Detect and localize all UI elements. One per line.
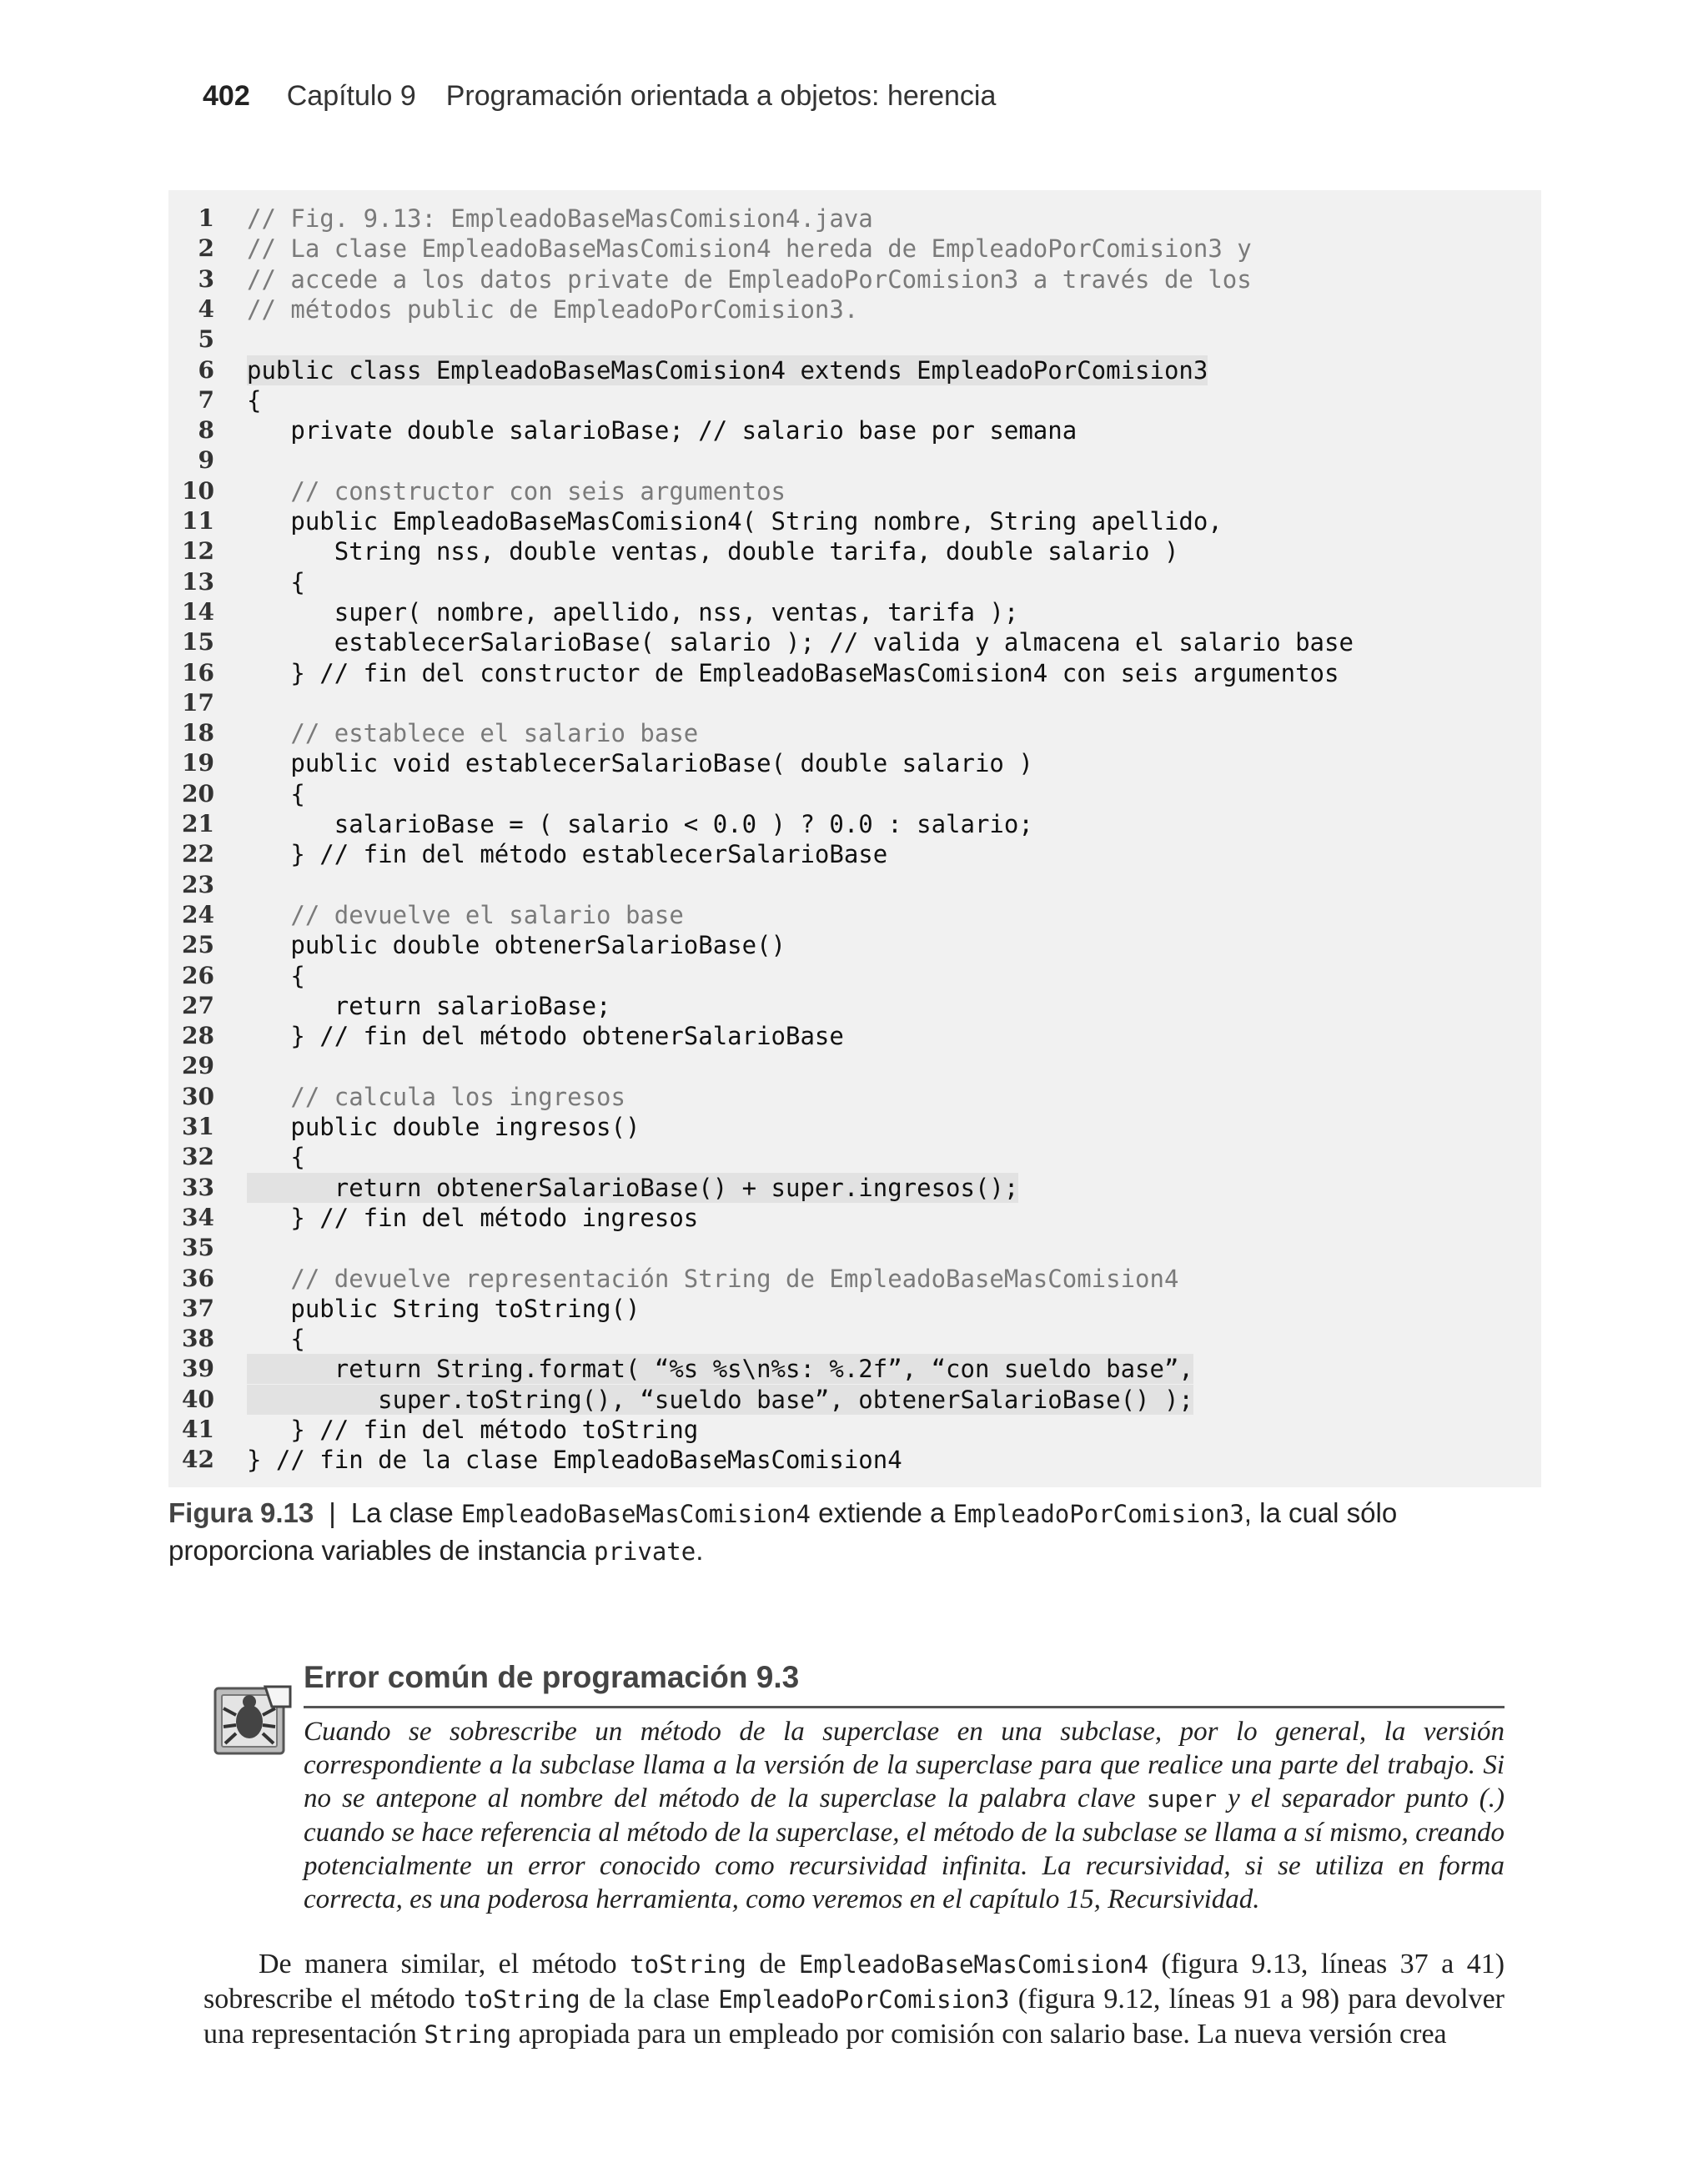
code-text: establecerSalarioBase( salario ); // valida y almacena el salario base — [247, 628, 1354, 657]
code-text: public double obtenerSalarioBase() — [247, 931, 786, 960]
code-text: public class EmpleadoBaseMasComision4 extends EmpleadoPorComision3 — [247, 355, 1208, 385]
code-text: private double salarioBase; // salario base por semana — [247, 416, 1078, 445]
line-number: 29 — [182, 1052, 214, 1080]
paragraph-code: toString — [630, 1950, 746, 1979]
line-number: 23 — [182, 870, 214, 898]
caption-text: . — [696, 1535, 704, 1566]
paragraph-text: de — [759, 1949, 786, 1979]
paragraph-text: apropiada para un empleado por comisión con salario base. La nueva versión crea — [518, 2019, 1447, 2050]
line-number: 10 — [182, 476, 214, 505]
line-number: 6 — [198, 355, 214, 384]
chapter-title: Programación orientada a objetos: herencia — [445, 80, 997, 112]
code-text: // devuelve representación String de EmpleadoBaseMasComision4 — [247, 1264, 1179, 1293]
line-number: 5 — [198, 325, 214, 354]
line-number: 27 — [182, 991, 214, 1019]
line-number: 35 — [182, 1234, 214, 1262]
line-number: 17 — [182, 688, 214, 717]
code-text: // accede a los datos private de EmpleadoPorComision3 a través de los — [247, 264, 1252, 294]
line-number: 19 — [182, 749, 214, 777]
code-text: { — [247, 1143, 305, 1172]
caption-code: private — [593, 1537, 696, 1566]
caption-separator: | — [329, 1497, 336, 1528]
code-text: { — [247, 567, 305, 596]
page-number: 402 — [203, 80, 250, 112]
code-text: // calcula los ingresos — [247, 1082, 625, 1111]
line-number: 41 — [182, 1416, 214, 1443]
error-box-rule — [304, 1706, 1505, 1708]
paragraph-text: (figura 9.12, líneas 91 a 98) para devolver una representación — [203, 1984, 1505, 2050]
code-text: // Fig. 9.13: EmpleadoBaseMasComision4.java — [247, 204, 873, 233]
code-text: // establece el salario base — [247, 719, 699, 748]
paragraph-text: de la clase — [588, 1984, 711, 2015]
caption-code: EmpleadoPorComision3 — [952, 1500, 1244, 1528]
caption-text: extiende a — [818, 1497, 946, 1528]
code-text: return String.format( “%s %s\n%s: %.2f”, “con sueldo base”, — [247, 1355, 1193, 1384]
bug-icon — [214, 1683, 294, 1757]
paragraph-code: toString — [464, 1985, 580, 2014]
code-text: } // fin del constructor de EmpleadoBaseMasComision4 con seis argumentos — [247, 658, 1339, 687]
figure-label: Figura 9.13 — [168, 1497, 314, 1528]
paragraph-text: De manera similar, el método — [259, 1949, 617, 1979]
error-text: y el separador punto (.) cuando se hace referencia al método de la superclase, el método de la subclase se llama a sí mismo, creando potencialmente un error conocido como recursividad infinita. La recursividad, si se utiliza en forma correcta, es una poderosa herramienta, como veremos en el capítulo 15, Recursividad. — [304, 1783, 1505, 1914]
code-text: // La clase EmpleadoBaseMasComision4 hereda de EmpleadoPorComision3 y — [247, 234, 1252, 264]
code-text: { — [247, 1325, 305, 1354]
code-text: } // fin de la clase EmpleadoBaseMasComision4 — [247, 1446, 902, 1475]
code-text: super.toString(), “sueldo base”, obtenerSalarioBase() ); — [247, 1385, 1193, 1414]
line-number: 30 — [182, 1082, 214, 1110]
line-number: 39 — [182, 1355, 214, 1383]
line-number: 36 — [182, 1264, 214, 1292]
line-number: 4 — [198, 294, 214, 323]
code-text: { — [247, 779, 305, 808]
line-number: 37 — [182, 1294, 214, 1322]
line-number: 33 — [182, 1173, 214, 1201]
code-listing — [168, 190, 1541, 1487]
line-number: 28 — [182, 1022, 214, 1050]
code-text: return obtenerSalarioBase() + super.ingresos(); — [247, 1173, 1019, 1202]
figure-caption — [168, 1495, 1520, 1570]
code-text: String nss, double ventas, double tarifa, double salario ) — [247, 537, 1179, 566]
caption-code: EmpleadoBaseMasComision4 — [460, 1500, 811, 1528]
line-number: 22 — [182, 840, 214, 868]
line-number: 15 — [182, 628, 214, 656]
line-number: 20 — [182, 779, 214, 807]
line-number: 2 — [198, 234, 214, 263]
code-text: } // fin del método toString — [247, 1416, 699, 1444]
line-number: 34 — [182, 1203, 214, 1231]
code-text: } // fin del método obtenerSalarioBase — [247, 1022, 844, 1051]
line-number: 7 — [198, 385, 214, 414]
code-text: { — [247, 961, 305, 990]
line-number: 14 — [182, 597, 214, 626]
error-box-body — [304, 1715, 1505, 1916]
code-text: } // fin del método ingresos — [247, 1203, 699, 1232]
paragraph-text: (figura 9.13, líneas 37 a 41) sobrescribe el método — [203, 1949, 1505, 2015]
error-code: super — [1146, 1785, 1218, 1813]
line-number: 12 — [182, 537, 214, 566]
code-text: super( nombre, apellido, nss, ventas, tarifa ); — [247, 597, 1019, 626]
code-text: salarioBase = ( salario < 0.0 ) ? 0.0 : salario; — [247, 810, 1033, 838]
code-text: public double ingresos() — [247, 1113, 640, 1141]
line-number: 8 — [198, 416, 214, 445]
caption-text: La clase — [350, 1497, 454, 1528]
line-number: 31 — [182, 1113, 214, 1140]
line-number: 21 — [182, 810, 214, 837]
body-paragraph — [203, 1947, 1505, 2052]
paragraph-code: String — [424, 2020, 512, 2049]
line-number: 24 — [182, 900, 214, 928]
line-number: 42 — [182, 1446, 214, 1474]
caption-text: , la cual sólo proporciona variables de instancia — [168, 1497, 1398, 1566]
line-number: 3 — [198, 264, 214, 293]
code-text: { — [247, 385, 262, 415]
code-text: public EmpleadoBaseMasComision4( String nombre, String apellido, — [247, 507, 1223, 536]
error-box-title: Error común de programación 9.3 — [304, 1660, 800, 1694]
code-text: return salarioBase; — [247, 991, 611, 1020]
line-number: 13 — [182, 567, 214, 596]
paragraph-code: EmpleadoPorComision3 — [718, 1985, 1010, 2014]
line-number: 9 — [198, 446, 214, 475]
line-number: 26 — [182, 961, 214, 989]
error-text: Cuando se sobrescribe un método de la superclase en una subclase, por lo general, la versión correspondiente a la subclase llama a la versión de la superclase para que realice una parte del trabajo. Si no se antepone al nombre del método de la superclase la palabra clave — [304, 1717, 1505, 1813]
line-number: 11 — [182, 507, 214, 535]
line-number: 16 — [182, 658, 214, 687]
line-number: 25 — [182, 931, 214, 959]
code-text: } // fin del método establecerSalarioBase — [247, 840, 888, 869]
paragraph-code: EmpleadoBaseMasComision4 — [798, 1950, 1148, 1979]
code-text: // devuelve el salario base — [247, 900, 684, 929]
code-text: // constructor con seis argumentos — [247, 476, 786, 506]
running-header — [203, 80, 996, 113]
code-text: public void establecerSalarioBase( double salario ) — [247, 749, 1033, 778]
code-text: public String toString() — [247, 1294, 640, 1323]
line-number: 1 — [198, 204, 214, 232]
line-number: 32 — [182, 1143, 214, 1171]
chapter-label: Capítulo 9 — [286, 80, 416, 112]
code-text: // métodos public de EmpleadoPorComision3. — [247, 294, 859, 324]
line-number: 18 — [182, 719, 214, 747]
line-number: 40 — [182, 1385, 214, 1413]
line-number: 38 — [182, 1325, 214, 1353]
